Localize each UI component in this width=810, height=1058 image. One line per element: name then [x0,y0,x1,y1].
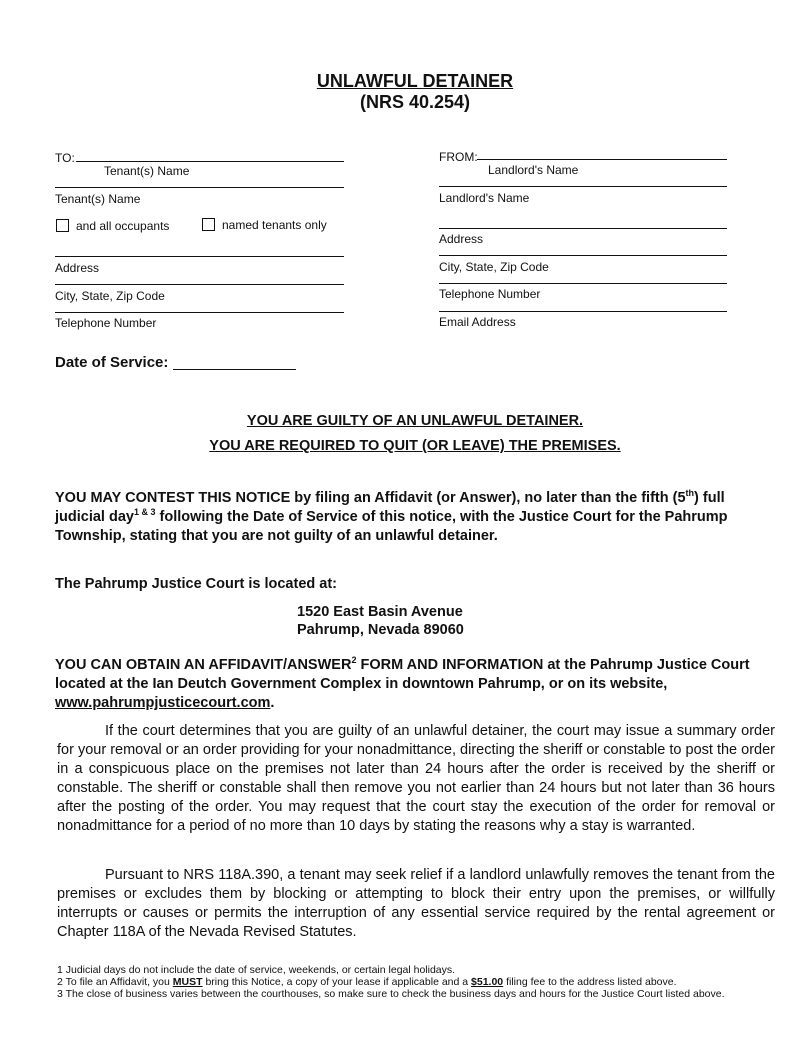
court-city: Pahrump, Nevada 89060 [297,622,464,638]
landlord-name-label-1: Landlord's Name [488,163,579,177]
all-occupants-option[interactable] [56,219,169,233]
tenant-name-field-2[interactable] [55,187,344,188]
court-location-intro: The Pahrump Justice Court is located at: [55,576,337,592]
quit-warning: YOU ARE REQUIRED TO QUIT (OR LEAVE) THE PREMISES. [209,438,621,454]
landlord-address-label: Address [439,232,484,246]
landlord-address-field[interactable] [439,228,727,229]
tenant-relief-paragraph: Pursuant to NRS 118A.390, a tenant may seek relief if a landlord unlawfully removes the tenant from the premises or excludes them by blocking or attempting to block their entry upon the premises, or willfully interrupts or causes or permits the interruption of any essential service required by the rental agreement or Chapter 118A of the Nevada Revised Statutes. [57,867,775,940]
removal-order-paragraph: If the court determines that you are guilty of an unlawful detainer, the court may issue a summary order for your removal or an order providing for your nonadmittance, directing the sheriff or constable to post the order in a conspicuous place on the premises not later than 24 hours after the order is received by the sheriff or constable. The sheriff or constable shall then remove you not earlier than 24 hours but not later than 36 hours after the posting of the order. You may request that the court stay the execution of the order for removal or nonadmittance for a period of no more than 10 days by stating the reasons why a stay is warranted. [57,723,775,834]
tenant-city-label: City, State, Zip Code [55,289,165,303]
to-label: TO: [55,151,75,165]
footnote-2: 2 To file an Affidavit, you MUST bring this Notice, a copy of your lease if applicable and a $51.00 filing fee to the address listed above. [57,976,677,988]
guilty-warning: YOU ARE GUILTY OF AN UNLAWFUL DETAINER. [246,413,584,429]
tenant-name-field-1[interactable] [76,161,344,162]
statute-reference: (NRS 40.254) [359,92,471,112]
named-tenants-label: named tenants only [222,218,327,232]
date-of-service-field[interactable] [173,369,296,370]
tenant-address-field[interactable] [55,256,344,257]
obtain-affidavit-paragraph: YOU CAN OBTAIN AN AFFIDAVIT/ANSWER$^2$ FORM AND INFORMATION at the Pahrump Justice Court located at the Ian Deutch Government Complex in downtown Pahrump, or on its website, www.pahrumpjusticecourt.com. [55,655,750,711]
landlord-name-label-2: Landlord's Name [439,191,530,205]
named-tenants-option[interactable] [202,218,327,232]
named-tenants-checkbox[interactable] [202,218,215,231]
all-occupants-label: and all occupants [76,219,170,233]
landlord-email-field[interactable] [439,311,727,312]
court-street: 1520 East Basin Avenue [297,604,463,620]
landlord-name-field-2[interactable] [439,186,727,187]
footnote-1: 1 Judicial days do not include the date of service, weekends, or certain legal holidays. [57,964,456,976]
landlord-phone-label: Telephone Number [439,287,541,301]
landlord-name-field-1[interactable] [477,159,727,160]
contest-notice-paragraph: YOU MAY CONTEST THIS NOTICE by filing an Affidavit (or Answer), no later than the fifth (5th) full judicial day$^{1 \& 3}$ following the Date of Service of this notice, with the Justice Court for the Pahrump Township, stating that you are not guilty of an unlawful detainer. [55,488,728,544]
landlord-city-label: City, State, Zip Code [439,260,549,274]
all-occupants-checkbox[interactable] [56,219,69,232]
tenant-name-label-2: Tenant(s) Name [55,192,141,206]
from-label: FROM: [439,150,478,164]
tenant-phone-field[interactable] [55,312,344,313]
landlord-email-label: Email Address [439,315,516,329]
landlord-city-field[interactable] [439,255,727,256]
tenant-city-field[interactable] [55,284,344,285]
tenant-address-label: Address [55,261,100,275]
date-of-service-label: Date of Service: [55,354,169,371]
footnote-3: 3 The close of business varies between the courthouses, so make sure to check the business days and hours for the Justice Court listed above. [57,988,725,1000]
document-title: UNLAWFUL DETAINER [316,71,514,91]
tenant-phone-label: Telephone Number [55,316,157,330]
tenant-name-label-1: Tenant(s) Name [104,164,190,178]
landlord-phone-field[interactable] [439,283,727,284]
court-website-link[interactable]: www.pahrumpjusticecourt.com [55,695,271,711]
